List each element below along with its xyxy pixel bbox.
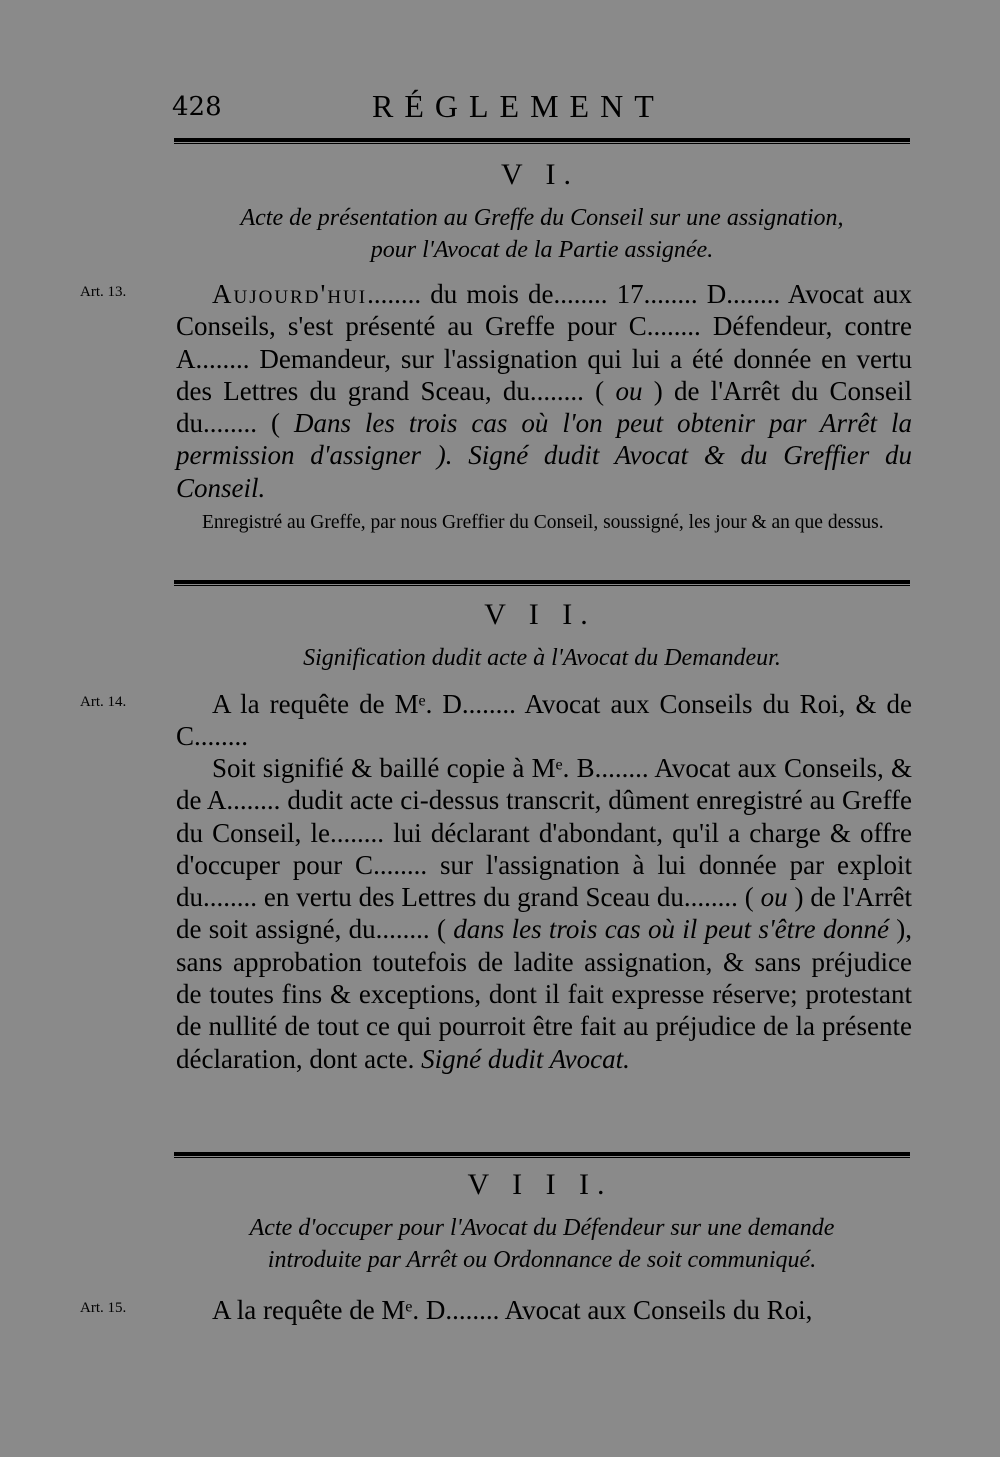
section-title-vii: Signification dudit acte à l'Avocat du Demandeur.: [303, 645, 781, 671]
page-header: [172, 86, 912, 130]
section-title-vi-line2: pour l'Avocat de la Partie assignée.: [370, 237, 714, 263]
section-title-viii-line2: introduite par Arrêt ou Ordonnance de soit communiqué.: [267, 1247, 817, 1273]
header-rule-thin: [174, 143, 910, 144]
para-ou: ou: [760, 882, 788, 913]
para-signed: Signé dudit Avocat.: [421, 1043, 630, 1074]
page-number: 428: [172, 92, 222, 122]
para-text: Soit signifié & baillé copie à Mᵉ. B........ Avocat aux Conseils, & de A........ dudit acte ci-dessus transcrit, dûment enregistré au Greffe du Conseil, le........ lui déclarant d'abondant, qu'il a charge & offre d'occuper pour C........ sur l'assignation à lui donnée par exploit du........ en vertu des Lettres du grand Sceau du........ (: [176, 753, 912, 913]
para-italic: dans les trois cas où il peut s'être donné: [453, 914, 889, 945]
section-rule-thin: [174, 585, 910, 586]
margin-article-ref: Art. 15.: [80, 1300, 127, 1316]
section-vi-note: [176, 510, 912, 536]
section-vii-para2: [176, 752, 912, 1075]
section-rule: [174, 580, 910, 584]
para-text: A la requête de Mᵉ. D........ Avocat aux Conseils du Roi,: [212, 1295, 813, 1325]
body-text-mid: ) de l'Arrêt du Conseil du........ (: [176, 375, 913, 439]
body-lead-word: Aujourd'hui: [212, 279, 368, 309]
section-vi-body: [176, 278, 912, 504]
body-text: ........ du mois de........ 17........ D........ Avocat aux Conseils, s'est présenté au Greffe pour C........ Défendeur, contre A........ Demandeur, sur l'assignation qui lui a été donnée en vertu des Lettres du grand Sceau, du........ (: [176, 279, 912, 406]
section-viii-para1: [176, 1294, 912, 1326]
section-rule: [174, 1152, 910, 1156]
header-rule: [174, 138, 910, 142]
body-italic: Dans les trois cas où l'on peut obtenir par Arrêt la permission d'assigner ). Signé dudit Avocat & du Greffier du Conseil.: [176, 408, 912, 503]
running-title: RÉGLEMENT: [372, 88, 665, 124]
section-vii-para1: [176, 688, 912, 753]
section-title-viii-line1: Acte d'occuper pour l'Avocat du Défendeur sur une demande: [249, 1215, 835, 1241]
body-ou: ou: [615, 375, 643, 406]
section-number-vi: V I.: [500, 158, 580, 191]
section-rule-thin: [174, 1157, 910, 1158]
section-number-vii: V I I.: [484, 598, 596, 631]
section-title-vi-line1: Acte de présentation au Greffe du Conseil sur une assignation,: [240, 205, 844, 231]
margin-article-ref: Art. 13.: [80, 284, 127, 300]
para-text-rest: ), sans approbation toutefois de ladite assignation, & sans préjudice de toutes fins & exceptions, dont il fait expresse réserve; protestant de nullité de tout ce qui pourroit être fait au préjudice de la présente déclaration, dont acte.: [176, 914, 913, 1074]
margin-article-ref: Art. 14.: [80, 694, 127, 710]
para-text: A la requête de Mᵉ. D........ Avocat aux Conseils du Roi, & de C........: [176, 689, 912, 752]
registration-note: Enregistré au Greffe, par nous Greffier du Conseil, soussigné, les jour & an que dessus.: [202, 512, 884, 533]
section-number-viii: V I I I.: [467, 1168, 613, 1201]
para-text-mid: ) de l'Arrêt de soit assigné, du........ (: [176, 882, 913, 945]
